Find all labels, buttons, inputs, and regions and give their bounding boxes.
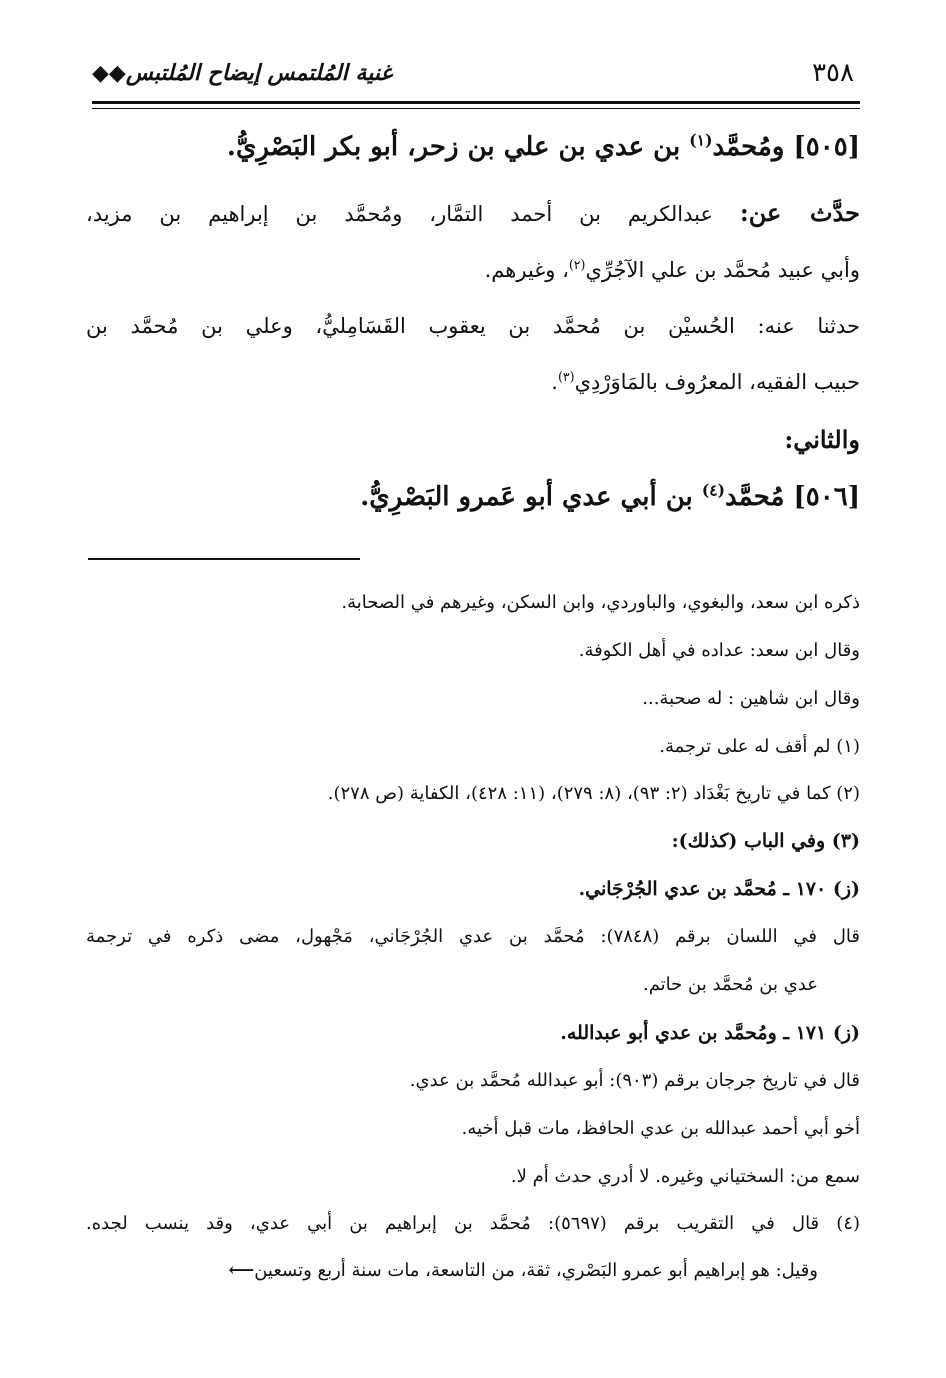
footnote-line: وقال ابن سعد: عداده في أهل الكوفة. <box>578 640 860 661</box>
header-rule-thin <box>92 108 860 109</box>
footnote-line: أخو أبي أحمد عبدالله بن عدي الحافظ، مات قبل أخيه. <box>461 1118 860 1139</box>
second-label: والثاني: <box>784 425 860 454</box>
entry-name: مُحمَّد <box>725 482 785 512</box>
footnote-line: قال في اللسان برقم (٧٨٤٨): مُحمَّد بن عدي الجُرْجَاني، مَجْهول، مضى ذكره في ترجمة <box>86 926 860 947</box>
entry-rest: بن عدي بن علي بن زحر، أبو بكر البَصْرِيُّ. <box>226 132 681 162</box>
footnote-entry-170: (ز) ١٧٠ ـ مُحمَّد بن عدي الجُرْجَاني. <box>578 878 860 900</box>
entry-number: [٥٠٦] <box>793 482 860 512</box>
narrated-by-line-2 <box>86 370 860 394</box>
narrated-from-line-2 <box>86 258 860 282</box>
footnote-ref: (٣) <box>557 369 575 384</box>
running-title: غنية المُلتمس إيضاح المُلتبس◆◆ <box>92 60 392 86</box>
footnote-text: وقيل: هو إبراهيم أبو عمرو البَصْري، ثقة، من التاسعة، مات سنة أربع وتسعين <box>254 1260 818 1281</box>
entry-506-heading <box>86 482 860 512</box>
footnote-line: سمع من: السختياني وغيره. لا أدري حدث أم لا. <box>510 1166 860 1187</box>
footnote-entry-171: (ز) ١٧١ ـ ومُحمَّد بن عدي أبو عبدالله. <box>560 1022 860 1044</box>
footnote-3: (٣) وفي الباب (كذلك): <box>671 830 860 852</box>
footnote-line: ذكره ابن سعد، والبغوي، والباوردي، وابن السكن، وغيرهم في الصحابة. <box>341 592 860 613</box>
footnote-1: (١) لم أقف له على ترجمة. <box>659 736 860 757</box>
entry-number: [٥٠٥] <box>793 132 860 162</box>
narrated-by-text-1: حدثنا عنه: الحُسيْن بن مُحمَّد بن يعقوب القَسَامِليُّ، وعلي بن مُحمَّد بن <box>86 314 860 338</box>
entry-name: ومُحمَّد <box>712 132 785 162</box>
narrated-from-text-2: وأبي عبيد مُحمَّد بن علي الآجُرِّي <box>585 258 860 282</box>
footnote-line: وقال ابن شاهين : له صحبة... <box>642 688 860 709</box>
footnote-separator <box>88 558 360 560</box>
header-rule-thick <box>92 101 860 104</box>
continue-arrow-icon: ⟵ <box>228 1260 255 1281</box>
footnote-ref: (٢) <box>568 257 586 272</box>
narrated-by-text-2: حبيب الفقيه، المعرُوف بالمَاوَرْدِي <box>574 370 860 394</box>
narrated-from-text-1: عبدالكريم بن أحمد التمَّار، ومُحمَّد بن إبراهيم بن مزيد، <box>86 202 713 226</box>
footnote-2: (٢) كما في تاريخ بَغْدَاد (٢: ٩٣)، (٨: ٢٧٩)، (١١: ٤٢٨)، الكفاية (ص ٢٧٨). <box>327 783 860 804</box>
narrated-from-text-2b: ، وغيرهم. <box>484 258 569 282</box>
page-number: ٣٥٨ <box>812 58 854 88</box>
footnote-ref: (٤) <box>701 480 726 500</box>
footnote-line-continued <box>86 1260 818 1281</box>
page-header <box>92 58 854 98</box>
entry-505-heading <box>86 132 860 162</box>
footnote-4: (٤) قال في التقريب برقم (٥٦٩٧): مُحمَّد بن إبراهيم بن أبي عدي، وقد ينسب لجده. <box>86 1213 860 1234</box>
narrated-by-line-1 <box>86 314 860 338</box>
entry-rest: بن أبي عدي أبو عَمرو البَصْرِيُّ. <box>360 482 693 512</box>
narrated-from-lead: حدَّث عن: <box>739 198 860 227</box>
narrated-from-line-1 <box>86 198 860 227</box>
narrated-by-text-2b: . <box>551 370 558 394</box>
footnote-line: قال في تاريخ جرجان برقم (٩٠٣): أبو عبدالله مُحمَّد بن عدي. <box>409 1070 860 1091</box>
footnote-ref: (١) <box>689 130 713 150</box>
footnote-line: عدي بن مُحمَّد بن حاتم. <box>642 974 818 995</box>
